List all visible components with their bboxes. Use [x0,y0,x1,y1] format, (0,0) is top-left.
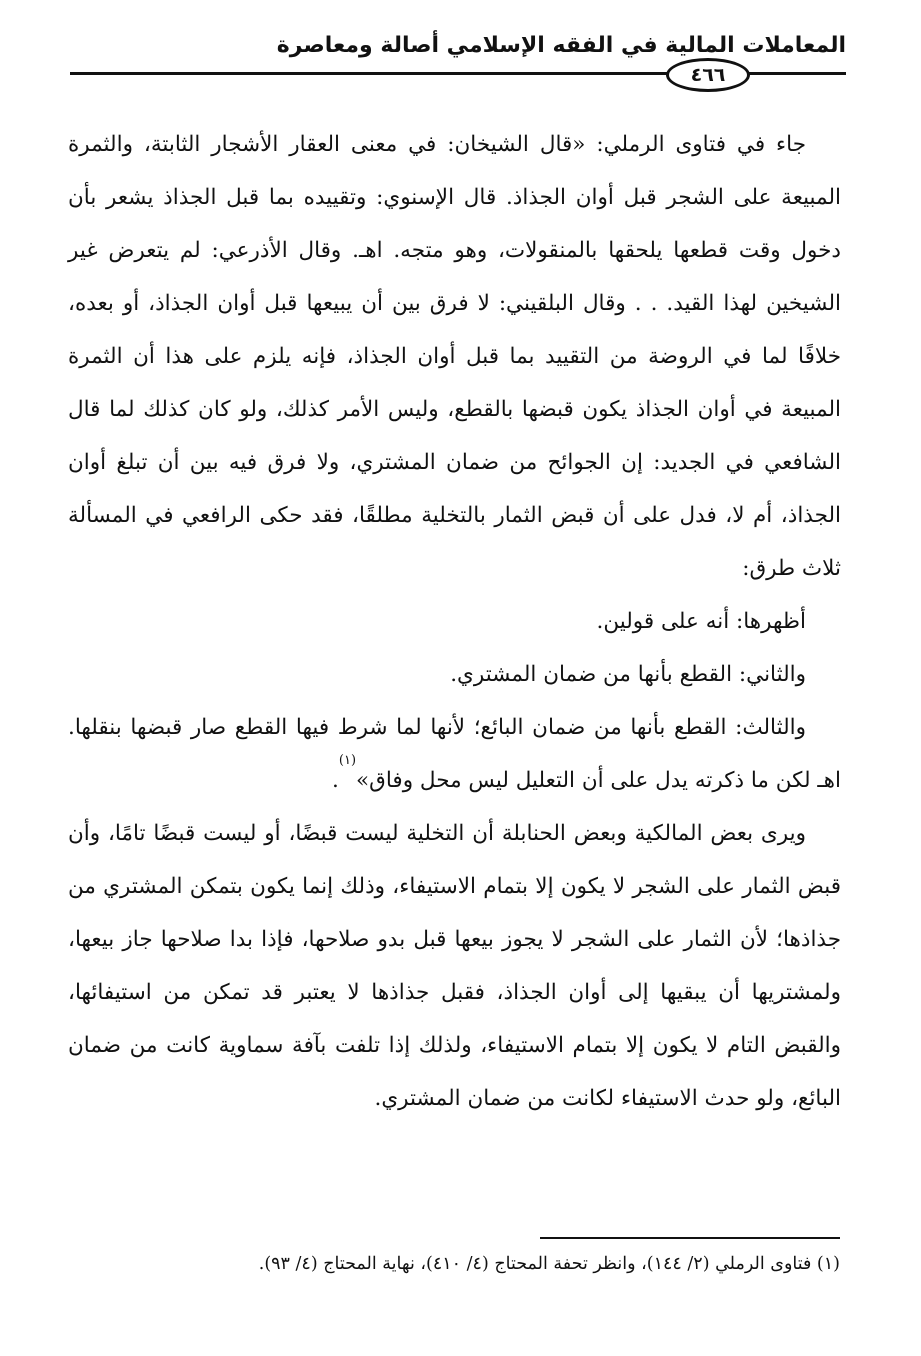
paragraph-4 [68,701,841,807]
paragraph-2: أظهرها: أنه على قولين. [596,609,806,634]
page-number [666,58,750,92]
paragraph-1: جاء في فتاوى الرملي: «قال الشيخان: في معنى العقار الأشجار الثابتة، والثمرة المبيعة على الشجر قبل أوان الجذاذ. قال الإسنوي: وتقييده بما قبل الجذاذ يشعر بأن دخول وقت قطعها يلحقها بالمنقولات، وهو متجه. اهـ. وقال الأذرعي: لم يتعرض غير الشيخين لهذا القيد. . . وقال البلقيني: لا فرق بين أن يبيعها قبل أوان الجذاذ، أو بعده، خلافًا لما في الروضة من التقييد بما قبل أوان الجذاذ، فإنه يلزم على هذا أن الثمرة المبيعة في أوان الجذاذ يكون قبضها بالقطع، وليس الأمر كذلك، ولو كان كذلك لما قال الشافعي في الجديد: إن الجوائح من ضمان المشتري، ولا فرق فيه بين أن تبلغ أوان الجذاذ، أم لا، فدل على أن قبض الثمار بالتخلية مطلقًا، فقد حكى الرافعي في المسألة ثلاث طرق: [68,132,841,581]
paragraph-3: والثاني: القطع بأنها من ضمان المشتري. [450,662,806,687]
page-number-label: ٤٦٦ [690,64,726,86]
body-text [68,118,841,1125]
paragraph-4-end: . [332,768,339,793]
paragraph-4-text: والثالث: القطع بأنها من ضمان البائع؛ لأنها لما شرط فيها القطع صار قبضها بنقلها. اهـ لكن ما ذكرته يدل على أن التعليل ليس محل وفاق» [68,715,841,793]
footnote-reference: (١) [338,753,357,768]
footnote-rule [540,1237,840,1239]
footnote-1: (١) فتاوى الرملي (٢/ ١٤٤)، وانظر تحفة المحتاج (٤/ ٤١٠)، نهاية المحتاج (٤/ ٩٣). [258,1254,840,1274]
paragraph-5: ويرى بعض المالكية وبعض الحنابلة أن التخلية ليست قبضًا، أو ليست قبضًا تامًا، وأن قبض الثمار على الشجر لا يكون إلا بتمام الاستيفاء، وذلك إنما يكون بتمكن المشتري من جذاذها؛ لأن الثمار على الشجر لا يجوز بيعها قبل بدو صلاحها، فإذا بدا صلاحها جاز بيعها، ولمشتريها أن يبقيها إلى أوان الجذاذ، فقبل جذاذها لا يعتبر قد تمكن من استيفائها، والقبض التام لا يكون إلا بتمام الاستيفاء، ولذلك إذا تلفت بآفة سماوية كانت من ضمان البائع، ولو حدث الاستيفاء لكانت من ضمان المشتري. [68,821,841,1111]
running-title: المعاملات المالية في الفقه الإسلامي أصالة ومعاصرة [276,33,846,58]
